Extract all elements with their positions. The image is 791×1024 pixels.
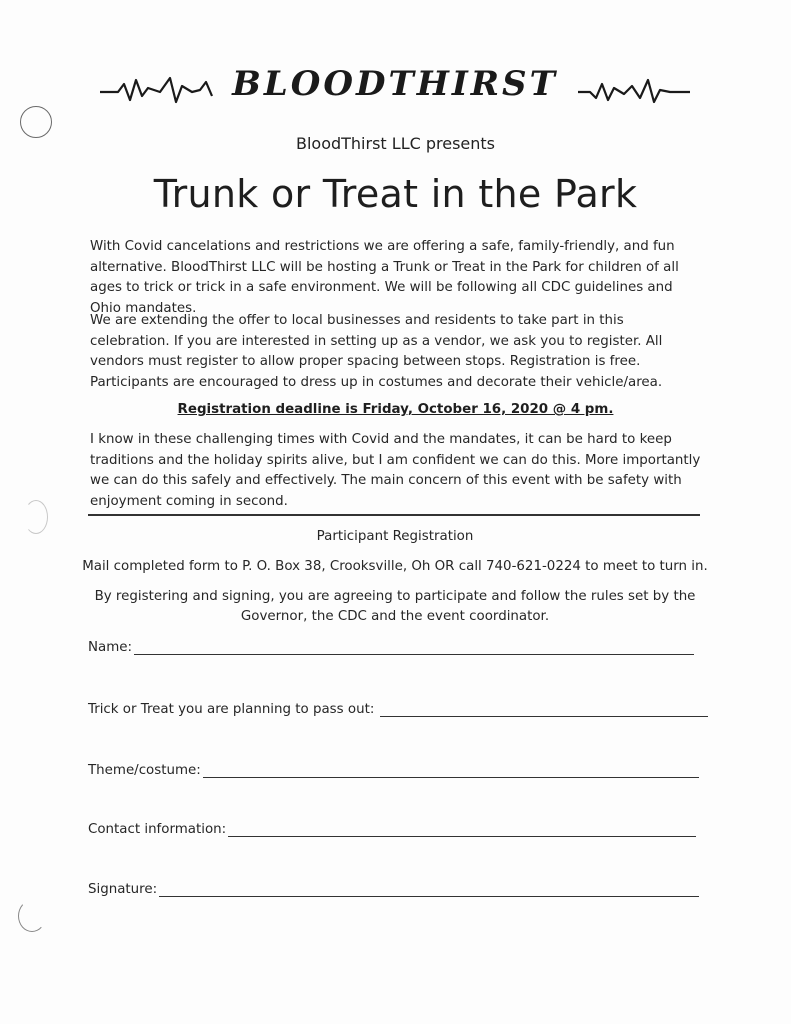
presenter-line: BloodThirst LLC presents	[295, 134, 496, 153]
signature-label: Signature:	[88, 882, 158, 897]
theme-blank-line[interactable]	[203, 763, 699, 778]
name-blank-line[interactable]	[134, 640, 694, 655]
theme-field	[88, 763, 699, 778]
name-label: Name:	[88, 640, 133, 655]
treat-label: Trick or Treat you are planning to pass out:	[88, 702, 375, 717]
punch-hole	[24, 500, 48, 534]
contact-label: Contact information:	[88, 822, 227, 837]
contact-field	[88, 822, 696, 837]
name-field	[88, 640, 694, 655]
signature-blank-line[interactable]	[159, 882, 699, 897]
section-divider	[88, 514, 700, 516]
registration-deadline: Registration deadline is Friday, October 16, 2020 @ 4 pm.	[177, 402, 614, 417]
signature-field	[88, 882, 699, 897]
vendor-paragraph: We are extending the offer to local businesses and residents to take part in this celebration. If you are interested in setting up as a vendor, we ask you to register. All vendors must register to allow proper spacing between stops. Registration is free. Participants are encouraged to dress up in costumes and decorate their vehicle/area.	[90, 313, 663, 390]
intro-paragraph: With Covid cancelations and restrictions we are offering a safe, family-friendly, and fun alternative. BloodThirst LLC will be hosting a Trunk or Treat in the Park for children of all ages to trick or trick in a safe environment. We will be following all CDC guidelines and Ohio mandates.	[90, 239, 679, 316]
closing-paragraph: I know in these challenging times with Covid and the mandates, it can be hard to keep traditions and the holiday spirits alive, but I am confident we can do this. More importantly we can do this safely and effectively. The main concern of this event with be safety with enjoyment coming in second.	[90, 432, 701, 509]
agreement-text: By registering and signing, you are agreeing to participate and follow the rules set by the Governor, the CDC and the event coordinator.	[94, 589, 696, 624]
registration-title: Participant Registration	[316, 529, 474, 544]
contact-blank-line[interactable]	[228, 822, 696, 837]
mail-instructions: Mail completed form to P. O. Box 38, Crooksville, Oh OR call 740-621-0224 to meet to turn in.	[82, 559, 708, 574]
punch-hole	[18, 900, 46, 932]
company-logo-wordmark: BLOODTHIRST	[232, 64, 558, 104]
page-title: Trunk or Treat in the Park	[153, 172, 638, 216]
treat-field	[88, 702, 708, 717]
treat-blank-line[interactable]	[380, 702, 708, 717]
theme-label: Theme/costume:	[88, 763, 201, 778]
